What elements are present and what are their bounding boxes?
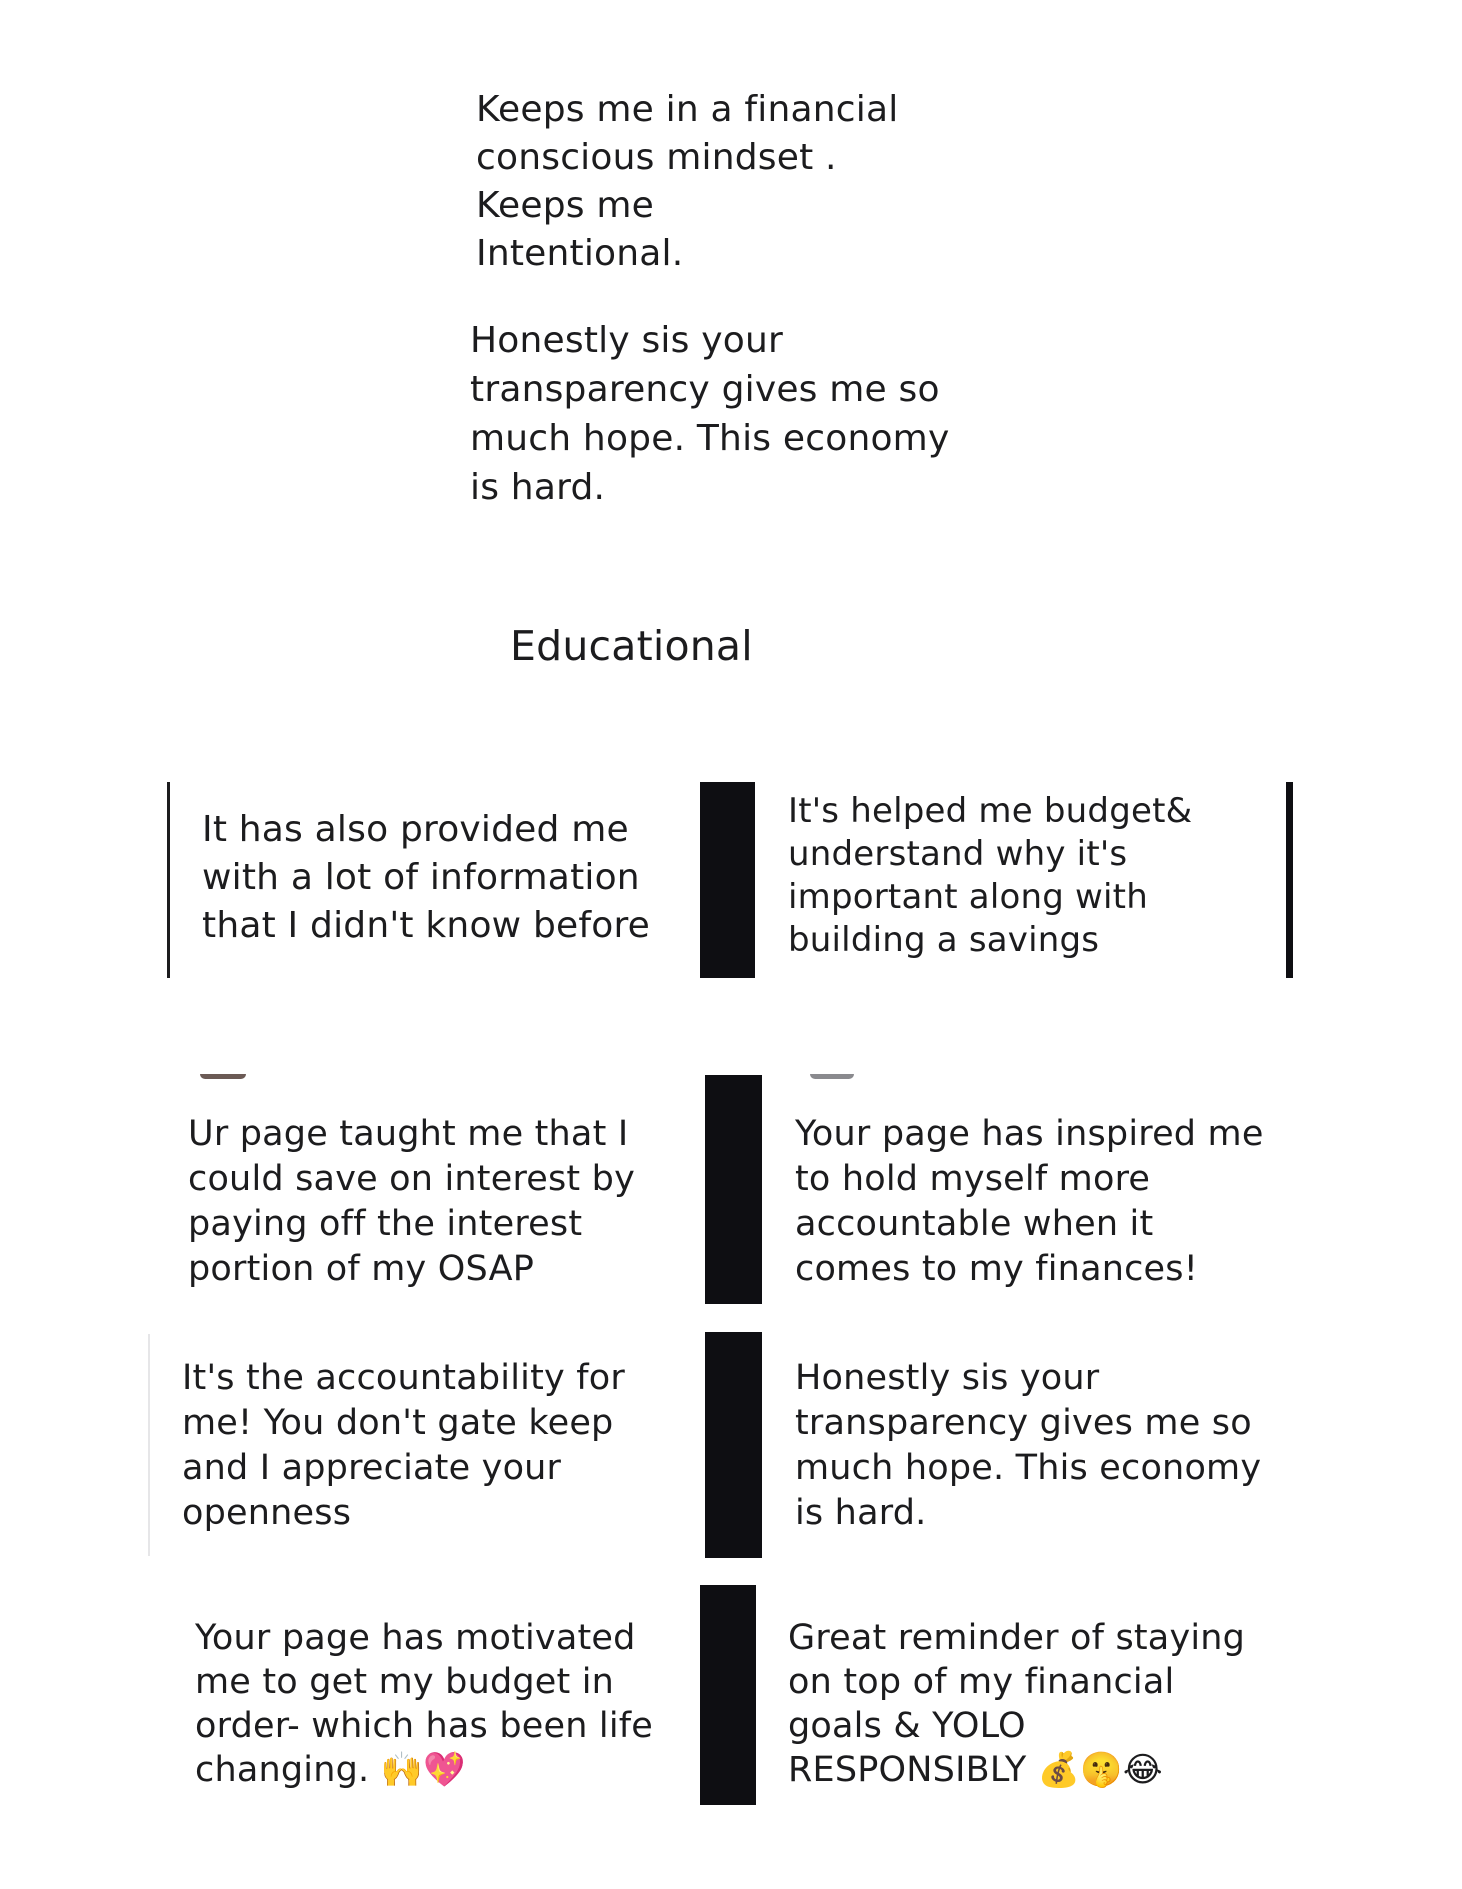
card-left-border [148, 1334, 150, 1556]
raising-hands-sparkling-heart-emoji: 🙌💖 [380, 1750, 466, 1790]
comment-card-accountability-openness: It's the accountability for me! You don't gate keep and I appreciate your openness [182, 1358, 625, 1533]
comment-card-budget-savings: It's helped me budget& understand why it's important along with building a savings [788, 791, 1193, 960]
comment-transparency-hope: Honestly sis your transparency gives me so much hope. This economy is hard. [470, 320, 950, 508]
card-divider [705, 1075, 762, 1304]
card-right-border [1286, 782, 1293, 978]
comment-card-osap-interest: Ur page taught me that I could save on interest by paying off the interest portion of my OSAP [188, 1114, 636, 1289]
comment-text: Your page has motivated me to get my budget in order- which has been life changing. [195, 1618, 654, 1790]
section-heading-educational: Educational [510, 622, 753, 670]
comment-card-information: It has also provided me with a lot of information that I didn't know before [202, 809, 651, 946]
card-divider [705, 1332, 762, 1558]
avatar-crop [810, 1074, 854, 1079]
comment-card-yolo-responsibly [788, 1616, 1245, 1792]
comment-card-transparency-hope: Honestly sis your transparency gives me so much hope. This economy is hard. [795, 1358, 1262, 1533]
card-divider [700, 1585, 756, 1805]
money-bag-shushing-laughing-emoji: 💰🤫😂 [1037, 1750, 1163, 1790]
card-left-border [167, 782, 170, 978]
comment-card-accountable-finances: Your page has inspired me to hold myself more accountable when it comes to my finances! [795, 1114, 1264, 1289]
comment-text: Great reminder of staying on top of my financial goals & YOLO RESPONSIBLY [788, 1618, 1246, 1790]
comment-financial-conscious: Keeps me in a financial conscious mindset . Keeps me Intentional. [476, 89, 899, 274]
comment-card-budget-motivated [195, 1616, 653, 1792]
avatar-crop [200, 1074, 246, 1079]
card-divider [700, 782, 755, 978]
